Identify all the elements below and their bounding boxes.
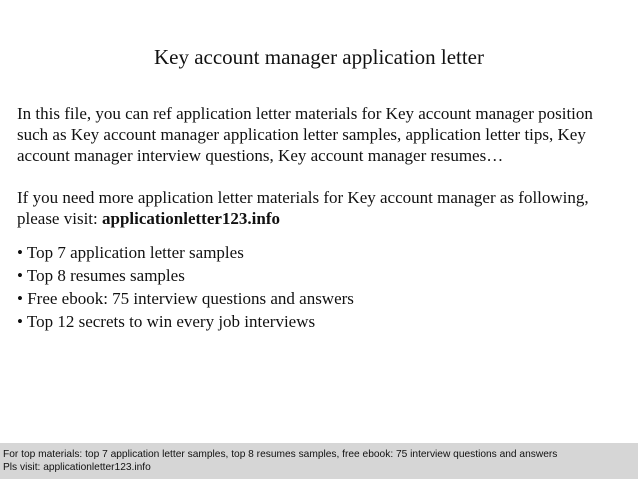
more-line: If you need more application letter materials for Key account manager as following, (17, 188, 589, 207)
intro-line: In this file, you can ref application letter materials for Key account manager position (17, 104, 593, 123)
list-item: • Free ebook: 75 interview questions and answers (17, 289, 354, 308)
footer-line: Pls visit: applicationletter123.info (3, 461, 151, 473)
website-link[interactable]: applicationletter123.info (101, 209, 280, 228)
intro-paragraph (17, 103, 627, 166)
list-item: • Top 12 secrets to win every job interviews (17, 312, 316, 331)
footer-bar (0, 443, 638, 479)
list-item: • Top 8 resumes samples (17, 266, 185, 285)
intro-line: account manager interview questions, Key account manager resumes… (17, 146, 504, 165)
more-line-visit (17, 208, 627, 229)
list-item: • Top 7 application letter samples (17, 243, 244, 262)
visit-prefix: please visit: (17, 209, 102, 228)
bullet-list (17, 241, 354, 333)
intro-line: such as Key account manager application letter samples, application letter tips, Key (17, 125, 586, 144)
page-title: Key account manager application letter (153, 45, 484, 69)
footer-text (3, 449, 557, 474)
more-materials-paragraph (17, 187, 627, 229)
footer-line: For top materials: top 7 application letter samples, top 8 resumes samples, free ebook: 75 interview questions and answers (3, 449, 558, 460)
